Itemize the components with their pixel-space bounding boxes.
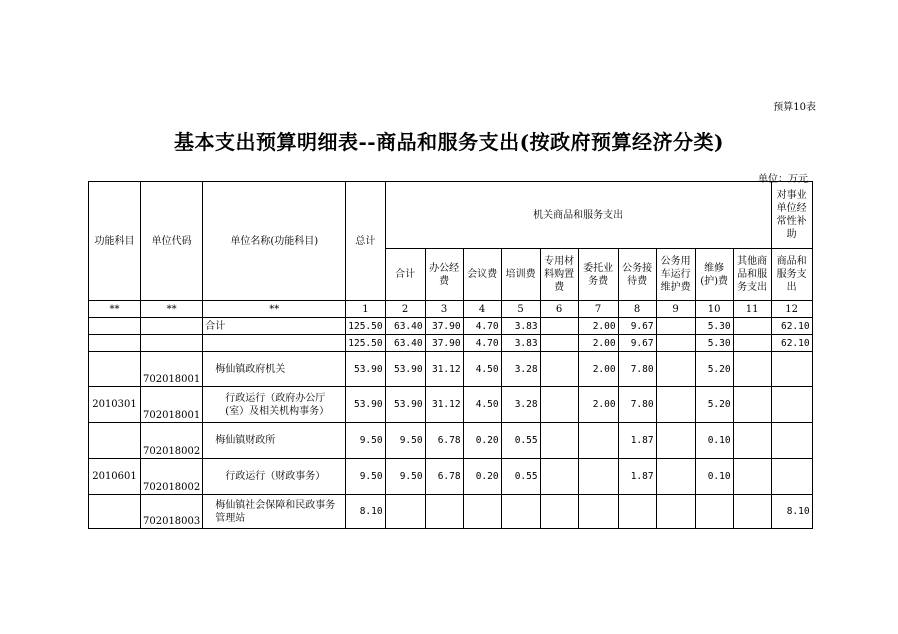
table-row bbox=[89, 495, 813, 529]
cell-func-code bbox=[89, 423, 141, 459]
cell-value: 0.55 bbox=[501, 459, 540, 495]
header-sub: 公务用车运行维护费 bbox=[656, 249, 695, 301]
cell-unit-name: 行政运行（政府办公厅(室）及相关机构事务） bbox=[203, 387, 346, 423]
header-sub: 会议费 bbox=[463, 249, 501, 301]
cell-value: 8.10 bbox=[771, 495, 812, 529]
index-cell: 1 bbox=[346, 301, 385, 318]
index-cell: 3 bbox=[425, 301, 463, 318]
cell-func-code bbox=[89, 352, 141, 387]
cell-value: 53.90 bbox=[385, 352, 425, 387]
cell-value: 4.50 bbox=[463, 387, 501, 423]
cell-value bbox=[656, 352, 695, 387]
cell-value bbox=[425, 495, 463, 529]
cell-value bbox=[540, 387, 578, 423]
cell-value: 3.83 bbox=[501, 335, 540, 352]
index-cell: 12 bbox=[771, 301, 812, 318]
cell-value: 3.83 bbox=[501, 318, 540, 335]
cell-unit-code: 702018002 bbox=[141, 423, 203, 459]
cell-func-code bbox=[89, 318, 141, 335]
cell-unit-code: 702018003 bbox=[141, 495, 203, 529]
header-unit-name: 单位名称(功能科目) bbox=[203, 182, 346, 301]
cell-value bbox=[463, 495, 501, 529]
cell-unit-name: 合计 bbox=[203, 318, 346, 335]
cell-unit-name: 梅仙镇社会保障和民政事务管理站 bbox=[203, 495, 346, 529]
index-cell: 8 bbox=[618, 301, 656, 318]
cell-value bbox=[771, 387, 812, 423]
header-total: 总计 bbox=[346, 182, 385, 301]
table-row bbox=[89, 335, 813, 352]
cell-value: 2.00 bbox=[578, 352, 618, 387]
table-tag: 预算10表 bbox=[773, 102, 816, 113]
header-group-agency: 机关商品和服务支出 bbox=[385, 182, 771, 249]
index-cell: 2 bbox=[385, 301, 425, 318]
cell-value bbox=[385, 495, 425, 529]
cell-value bbox=[540, 459, 578, 495]
header-sub: 合计 bbox=[385, 249, 425, 301]
cell-value bbox=[501, 495, 540, 529]
cell-value bbox=[733, 318, 771, 335]
cell-unit-code: 702018001 bbox=[141, 352, 203, 387]
header-sub: 办公经费 bbox=[425, 249, 463, 301]
cell-value: 0.10 bbox=[695, 459, 733, 495]
cell-value: 5.30 bbox=[695, 318, 733, 335]
cell-value bbox=[733, 423, 771, 459]
cell-value: 62.10 bbox=[771, 335, 812, 352]
cell-value: 4.70 bbox=[463, 335, 501, 352]
cell-value: 5.30 bbox=[695, 335, 733, 352]
cell-value: 4.50 bbox=[463, 352, 501, 387]
cell-unit-name: 梅仙镇财政所 bbox=[203, 423, 346, 459]
header-sub: 维修(护)费 bbox=[695, 249, 733, 301]
cell-value bbox=[656, 318, 695, 335]
index-cell: 5 bbox=[501, 301, 540, 318]
index-row bbox=[89, 301, 813, 318]
cell-total: 53.90 bbox=[346, 352, 385, 387]
cell-value: 1.87 bbox=[618, 423, 656, 459]
cell-value: 3.28 bbox=[501, 387, 540, 423]
cell-unit-code: 702018002 bbox=[141, 459, 203, 495]
cell-value: 5.20 bbox=[695, 352, 733, 387]
cell-total: 9.50 bbox=[346, 423, 385, 459]
index-cell: 11 bbox=[733, 301, 771, 318]
table-row bbox=[89, 352, 813, 387]
cell-value bbox=[733, 495, 771, 529]
cell-value: 2.00 bbox=[578, 387, 618, 423]
cell-value bbox=[540, 423, 578, 459]
cell-total: 53.90 bbox=[346, 387, 385, 423]
header-sub: 专用材料购置费 bbox=[540, 249, 578, 301]
cell-value: 9.67 bbox=[618, 318, 656, 335]
cell-value: 4.70 bbox=[463, 318, 501, 335]
cell-value bbox=[618, 495, 656, 529]
cell-func-code: 2010601 bbox=[89, 459, 141, 495]
header-unit-code: 单位代码 bbox=[141, 182, 203, 301]
cell-value bbox=[771, 423, 812, 459]
index-cell: ** bbox=[203, 301, 346, 318]
cell-value: 1.87 bbox=[618, 459, 656, 495]
cell-value bbox=[656, 423, 695, 459]
cell-func-code bbox=[89, 335, 141, 352]
cell-value: 6.78 bbox=[425, 459, 463, 495]
cell-value bbox=[656, 495, 695, 529]
cell-value: 2.00 bbox=[578, 335, 618, 352]
header-row-1 bbox=[89, 182, 813, 249]
cell-func-code bbox=[89, 495, 141, 529]
budget-table bbox=[88, 181, 813, 529]
header-sub: 委托业务费 bbox=[578, 249, 618, 301]
cell-value: 9.50 bbox=[385, 459, 425, 495]
index-cell: 9 bbox=[656, 301, 695, 318]
cell-func-code: 2010301 bbox=[89, 387, 141, 423]
cell-unit-name: 行政运行（财政事务） bbox=[203, 459, 346, 495]
cell-unit-name bbox=[203, 335, 346, 352]
index-cell: 7 bbox=[578, 301, 618, 318]
cell-value: 0.10 bbox=[695, 423, 733, 459]
header-func-code: 功能科目 bbox=[89, 182, 141, 301]
cell-value: 9.67 bbox=[618, 335, 656, 352]
cell-total: 8.10 bbox=[346, 495, 385, 529]
table-row bbox=[89, 318, 813, 335]
cell-unit-name: 梅仙镇政府机关 bbox=[203, 352, 346, 387]
cell-value bbox=[540, 352, 578, 387]
cell-total: 9.50 bbox=[346, 459, 385, 495]
cell-unit-code: 702018001 bbox=[141, 387, 203, 423]
cell-value: 37.90 bbox=[425, 318, 463, 335]
cell-value bbox=[733, 335, 771, 352]
cell-value: 7.80 bbox=[618, 387, 656, 423]
cell-value bbox=[656, 335, 695, 352]
cell-value: 53.90 bbox=[385, 387, 425, 423]
cell-total: 125.50 bbox=[346, 335, 385, 352]
table-row bbox=[89, 387, 813, 423]
cell-value: 0.20 bbox=[463, 459, 501, 495]
index-cell: 4 bbox=[463, 301, 501, 318]
header-group-subsidy: 对事业单位经常性补助 bbox=[771, 182, 812, 249]
cell-value: 31.12 bbox=[425, 387, 463, 423]
cell-value: 63.40 bbox=[385, 318, 425, 335]
cell-value bbox=[695, 495, 733, 529]
cell-value: 6.78 bbox=[425, 423, 463, 459]
cell-value: 9.50 bbox=[385, 423, 425, 459]
header-sub: 商品和服务支出 bbox=[771, 249, 812, 301]
cell-total: 125.50 bbox=[346, 318, 385, 335]
cell-value bbox=[578, 495, 618, 529]
cell-value: 5.20 bbox=[695, 387, 733, 423]
cell-value bbox=[578, 459, 618, 495]
cell-value bbox=[540, 335, 578, 352]
cell-value bbox=[733, 459, 771, 495]
cell-value bbox=[771, 459, 812, 495]
cell-unit-code bbox=[141, 335, 203, 352]
cell-value bbox=[733, 387, 771, 423]
cell-value bbox=[733, 352, 771, 387]
cell-value: 7.80 bbox=[618, 352, 656, 387]
table-row bbox=[89, 423, 813, 459]
header-sub: 公务接待费 bbox=[618, 249, 656, 301]
index-cell: 6 bbox=[540, 301, 578, 318]
unit-label: 单位：万元 bbox=[758, 174, 808, 185]
cell-unit-code bbox=[141, 318, 203, 335]
page-title: 基本支出预算明细表--商品和服务支出(按政府预算经济分类) bbox=[173, 130, 725, 154]
table-row bbox=[89, 459, 813, 495]
cell-value bbox=[656, 387, 695, 423]
cell-value: 2.00 bbox=[578, 318, 618, 335]
header-sub: 培训费 bbox=[501, 249, 540, 301]
cell-value bbox=[540, 495, 578, 529]
index-cell: 10 bbox=[695, 301, 733, 318]
cell-value: 63.40 bbox=[385, 335, 425, 352]
index-cell: ** bbox=[141, 301, 203, 318]
cell-value bbox=[656, 459, 695, 495]
cell-value: 3.28 bbox=[501, 352, 540, 387]
cell-value: 37.90 bbox=[425, 335, 463, 352]
cell-value: 0.20 bbox=[463, 423, 501, 459]
cell-value bbox=[771, 352, 812, 387]
cell-value: 62.10 bbox=[771, 318, 812, 335]
cell-value bbox=[540, 318, 578, 335]
header-sub: 其他商品和服务支出 bbox=[733, 249, 771, 301]
cell-value: 0.55 bbox=[501, 423, 540, 459]
cell-value: 31.12 bbox=[425, 352, 463, 387]
cell-value bbox=[578, 423, 618, 459]
index-cell: ** bbox=[89, 301, 141, 318]
